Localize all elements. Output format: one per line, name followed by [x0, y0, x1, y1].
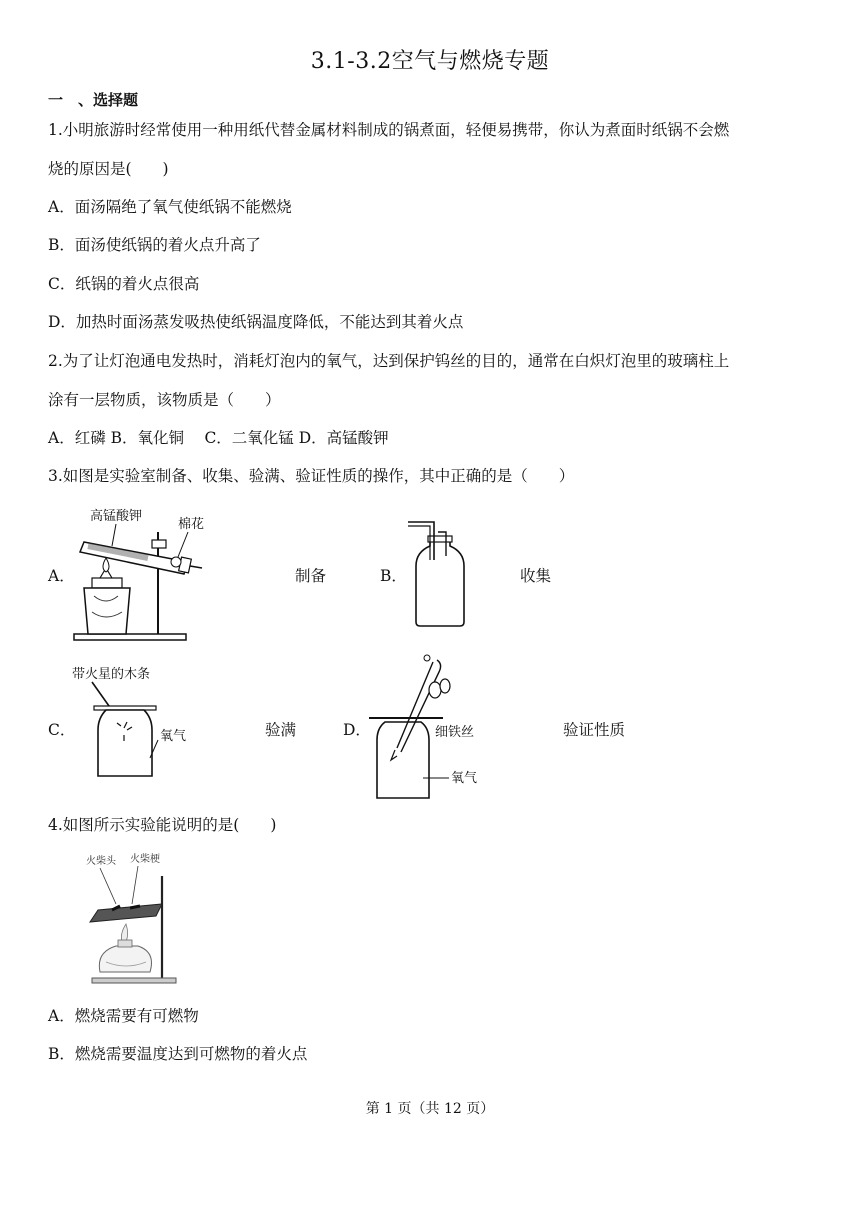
question-3-option-b-letter: B． [380, 567, 407, 585]
question-1-line-2: 烧的原因是( ) [48, 160, 169, 178]
iron-wire-figure [365, 652, 495, 802]
question-4-option-a: A．燃烧需要有可燃物 [48, 1007, 199, 1025]
question-1-option-c: C．纸锅的着火点很高 [48, 275, 200, 293]
question-3-option-b-caption: 收集 [520, 567, 552, 585]
collecting-bottle-figure [400, 516, 480, 631]
heating-apparatus-figure [70, 502, 220, 644]
question-3-option-d-caption: 验证性质 [563, 721, 626, 739]
question-2-options: A．红磷 B．氧化铜 C．二氧化锰 D．高锰酸钾 [48, 429, 389, 447]
section-heading: 一 、选择题 [48, 91, 139, 109]
question-3-option-a-letter: A． [48, 567, 75, 585]
label-glowing-splint: 带火星的木条 [72, 667, 151, 682]
question-1-option-d: D．加热时面汤蒸发吸热使纸锅温度降低，不能达到其着火点 [48, 313, 464, 331]
question-2-line-1: 2.为了让灯泡通电发热时，消耗灯泡内的氧气，达到保护钨丝的目的，通常在白炽灯泡里的玻璃柱上 [48, 352, 730, 370]
question-4-line-1: 4.如图所示实验能说明的是( ) [48, 816, 277, 834]
page-footer: 第 1 页（共 12 页） [365, 1101, 495, 1117]
question-3-option-a-caption: 制备 [295, 567, 327, 585]
label-match-stick: 火柴梗 [130, 854, 160, 865]
question-3-line-1: 3.如图是实验室制备、收集、验满、验证性质的操作，其中正确的是（ ） [48, 467, 575, 485]
question-2-line-2: 涂有一层物质，该物质是（ ） [48, 391, 281, 409]
label-match-head: 火柴头 [86, 856, 116, 867]
page-title: 3.1-3.2空气与燃烧专题 [310, 49, 550, 74]
question-3-option-c-caption: 验满 [265, 721, 297, 739]
question-4-option-b: B．燃烧需要温度达到可燃物的着火点 [48, 1045, 308, 1063]
label-potassium-permanganate: 高锰酸钾 [90, 509, 143, 524]
question-3-option-d-letter: D． [343, 721, 371, 739]
question-3-option-c-letter: C． [48, 721, 76, 739]
question-1-option-a: A．面汤隔绝了氧气使纸锅不能燃烧 [48, 198, 292, 216]
question-1-option-b: B．面汤使纸锅的着火点升高了 [48, 236, 261, 254]
label-oxygen-c: 氧气 [160, 729, 187, 744]
label-oxygen-d: 氧气 [451, 771, 478, 786]
label-iron-wire: 细铁丝 [435, 725, 475, 740]
question-1-line-1: 1.小明旅游时经常使用一种用纸代替金属材料制成的锅煮面，轻便易携带，你认为煮面时纸锅不会燃 [48, 121, 730, 139]
label-cotton: 棉花 [178, 517, 205, 532]
match-heating-figure [86, 852, 186, 987]
oxygen-check-figure [70, 660, 200, 790]
